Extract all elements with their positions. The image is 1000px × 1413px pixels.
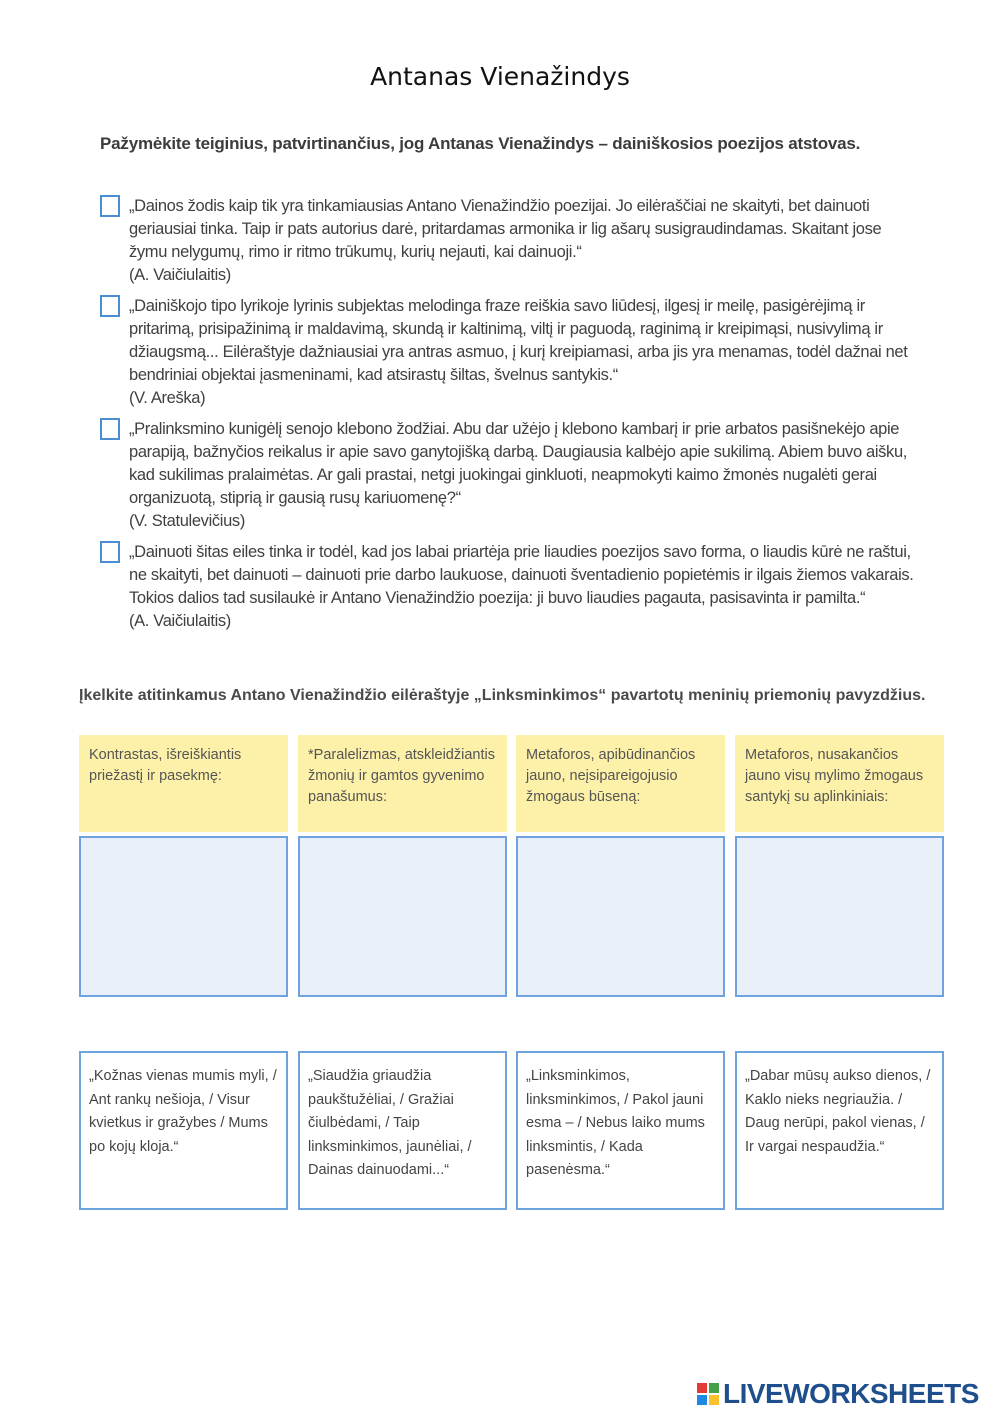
quote-card-3[interactable]: „Linksminkimos, linksminkimos, / Pakol jauni esma – / Nebus laiko mums linksmintis, / Kada pasenėsma.“ <box>516 1051 725 1210</box>
quote-card-1[interactable]: „Kožnas vienas mumis myli, / Ant rankų nešioja, / Visur kvietkus ir gražybes / Mums po kojų kloja.“ <box>79 1051 288 1210</box>
option-1-author: (A. Vaičiulaitis) <box>129 266 231 284</box>
option-4-author: (A. Vaičiulaitis) <box>129 612 231 630</box>
category-parallelism: *Paralelizmas, atskleidžiantis žmonių ir gamtos gyvenimo panašumus: <box>298 735 507 832</box>
option-2-author: (V. Areška) <box>129 389 206 407</box>
logo-block-red <box>697 1383 707 1393</box>
option-3-text <box>129 418 919 533</box>
option-2-checkbox[interactable] <box>100 295 120 317</box>
liveworksheets-logo <box>697 1378 979 1410</box>
option-1-quote: „Dainos žodis kaip tik yra tinkamiausias Antano Vienažindžio poezijai. Jo eilėraščiai ne skaityti, bet dainuoti geriausiai tinka. Taip ir pats autorius darė, pritardamas armonika ir lig ašarų susigraudindamas. Skaitant jose žymu nelygumų, rimo ir ritmo trūkumų, kurių nejauti, kai dainuoji.“ <box>129 197 882 261</box>
option-4-quote: „Dainuoti šitas eiles tinka ir todėl, kad jos labai priartėja prie liaudies poezijos savo forma, o liaudis kūrė ne raštui, ne skaityti, bet dainuoti – dainuoti prie darbo laukuose, dainuoti šventadienio popietėmis ir ilgais žiemos vakarais. Tokios dalios tad susilaukė ir Antano Vienažindžio poezija: ji buvo liaudies pagauta, pasisavinta ir pamilta.“ <box>129 543 914 607</box>
page-title: Antanas Vienažindys <box>370 62 630 91</box>
drop-zone-1[interactable] <box>79 836 288 997</box>
option-4-checkbox[interactable] <box>100 541 120 563</box>
option-3-checkbox[interactable] <box>100 418 120 440</box>
drop-zone-3[interactable] <box>516 836 725 997</box>
category-metaphor-relation: Metaforos, nusakančios jauno visų mylimo žmogaus santykį su aplinkiniais: <box>735 735 944 832</box>
category-contrast: Kontrastas, išreiškiantis priežastį ir pasekmę: <box>79 735 288 832</box>
quote-card-2[interactable]: „Siaudžia griaudžia paukštužėliai, / Gražiai čiulbėdami, / Taip linksminkimos, jaunėliai, / Dainas dainuodami...“ <box>298 1051 507 1210</box>
task2-instruction: Įkelkite atitinkamus Antano Vienažindžio eilėraštyje „Linksminkimos“ pavartotų meninių priemonių pavyzdžius. <box>79 687 926 704</box>
logo-blocks-icon <box>697 1383 719 1405</box>
drop-zone-2[interactable] <box>298 836 507 997</box>
logo-text: LIVEWORKSHEETS <box>723 1378 979 1409</box>
option-3-quote: „Pralinksmino kunigėlį senojo klebono žodžiai. Abu dar užėjo į klebono kambarį ir prie arbatos pasišnekėjo apie parapiją, bažnyčios reikalus ir apie savo ganytojišką darbą. Daugiausia kalbėjo apie sukilimą. Abiem buvo aišku, kad sukilimas pralaimėtas. Ar gali prastai, netgi juokingai ginkluoti, neapmokyti kaimo žmonės nugalėti gerai organizuotą, stiprią ir gausią rusų kariuomenę?“ <box>129 420 908 507</box>
drop-zone-4[interactable] <box>735 836 944 997</box>
task1-instruction: Pažymėkite teiginius, patvirtinančius, jog Antanas Vienažindys – dainiškosios poezijos atstovas. <box>100 134 861 153</box>
option-4-text <box>129 541 919 633</box>
option-1-text <box>129 195 919 287</box>
logo-block-yellow <box>709 1395 719 1405</box>
option-3-author: (V. Statulevičius) <box>129 512 245 530</box>
option-1-checkbox[interactable] <box>100 195 120 217</box>
logo-block-blue <box>697 1395 707 1405</box>
logo-block-green <box>709 1383 719 1393</box>
quote-card-4[interactable]: „Dabar mūsų aukso dienos, / Kaklo nieks negriaužia. / Daug nerūpi, pakol vienas, / Ir vargai nespaudžia.“ <box>735 1051 944 1210</box>
category-metaphor-state: Metaforos, apibūdinančios jauno, neįsipareigojusio žmogaus būseną: <box>516 735 725 832</box>
option-2-quote: „Dainiškojo tipo lyrikoje lyrinis subjektas melodinga fraze reiškia savo liūdesį, ilgesį ir meilę, pasigėrėjimą ir pritarimą, prisipažinimą ir maldavimą, skundą ir kaltinimą, viltį ir paguodą, raginimą ir kreipimąsi, nusivylimą ir džiaugsmą... Eilėraštyje dažniausiai yra antras asmuo, į kurį kreipiamasi, arba jis yra menamas, todėl dažnai net bendriniai objektai įasmeninami, kad atsirastų šiltas, švelnus santykis.“ <box>129 297 908 384</box>
option-2-text <box>129 295 919 410</box>
